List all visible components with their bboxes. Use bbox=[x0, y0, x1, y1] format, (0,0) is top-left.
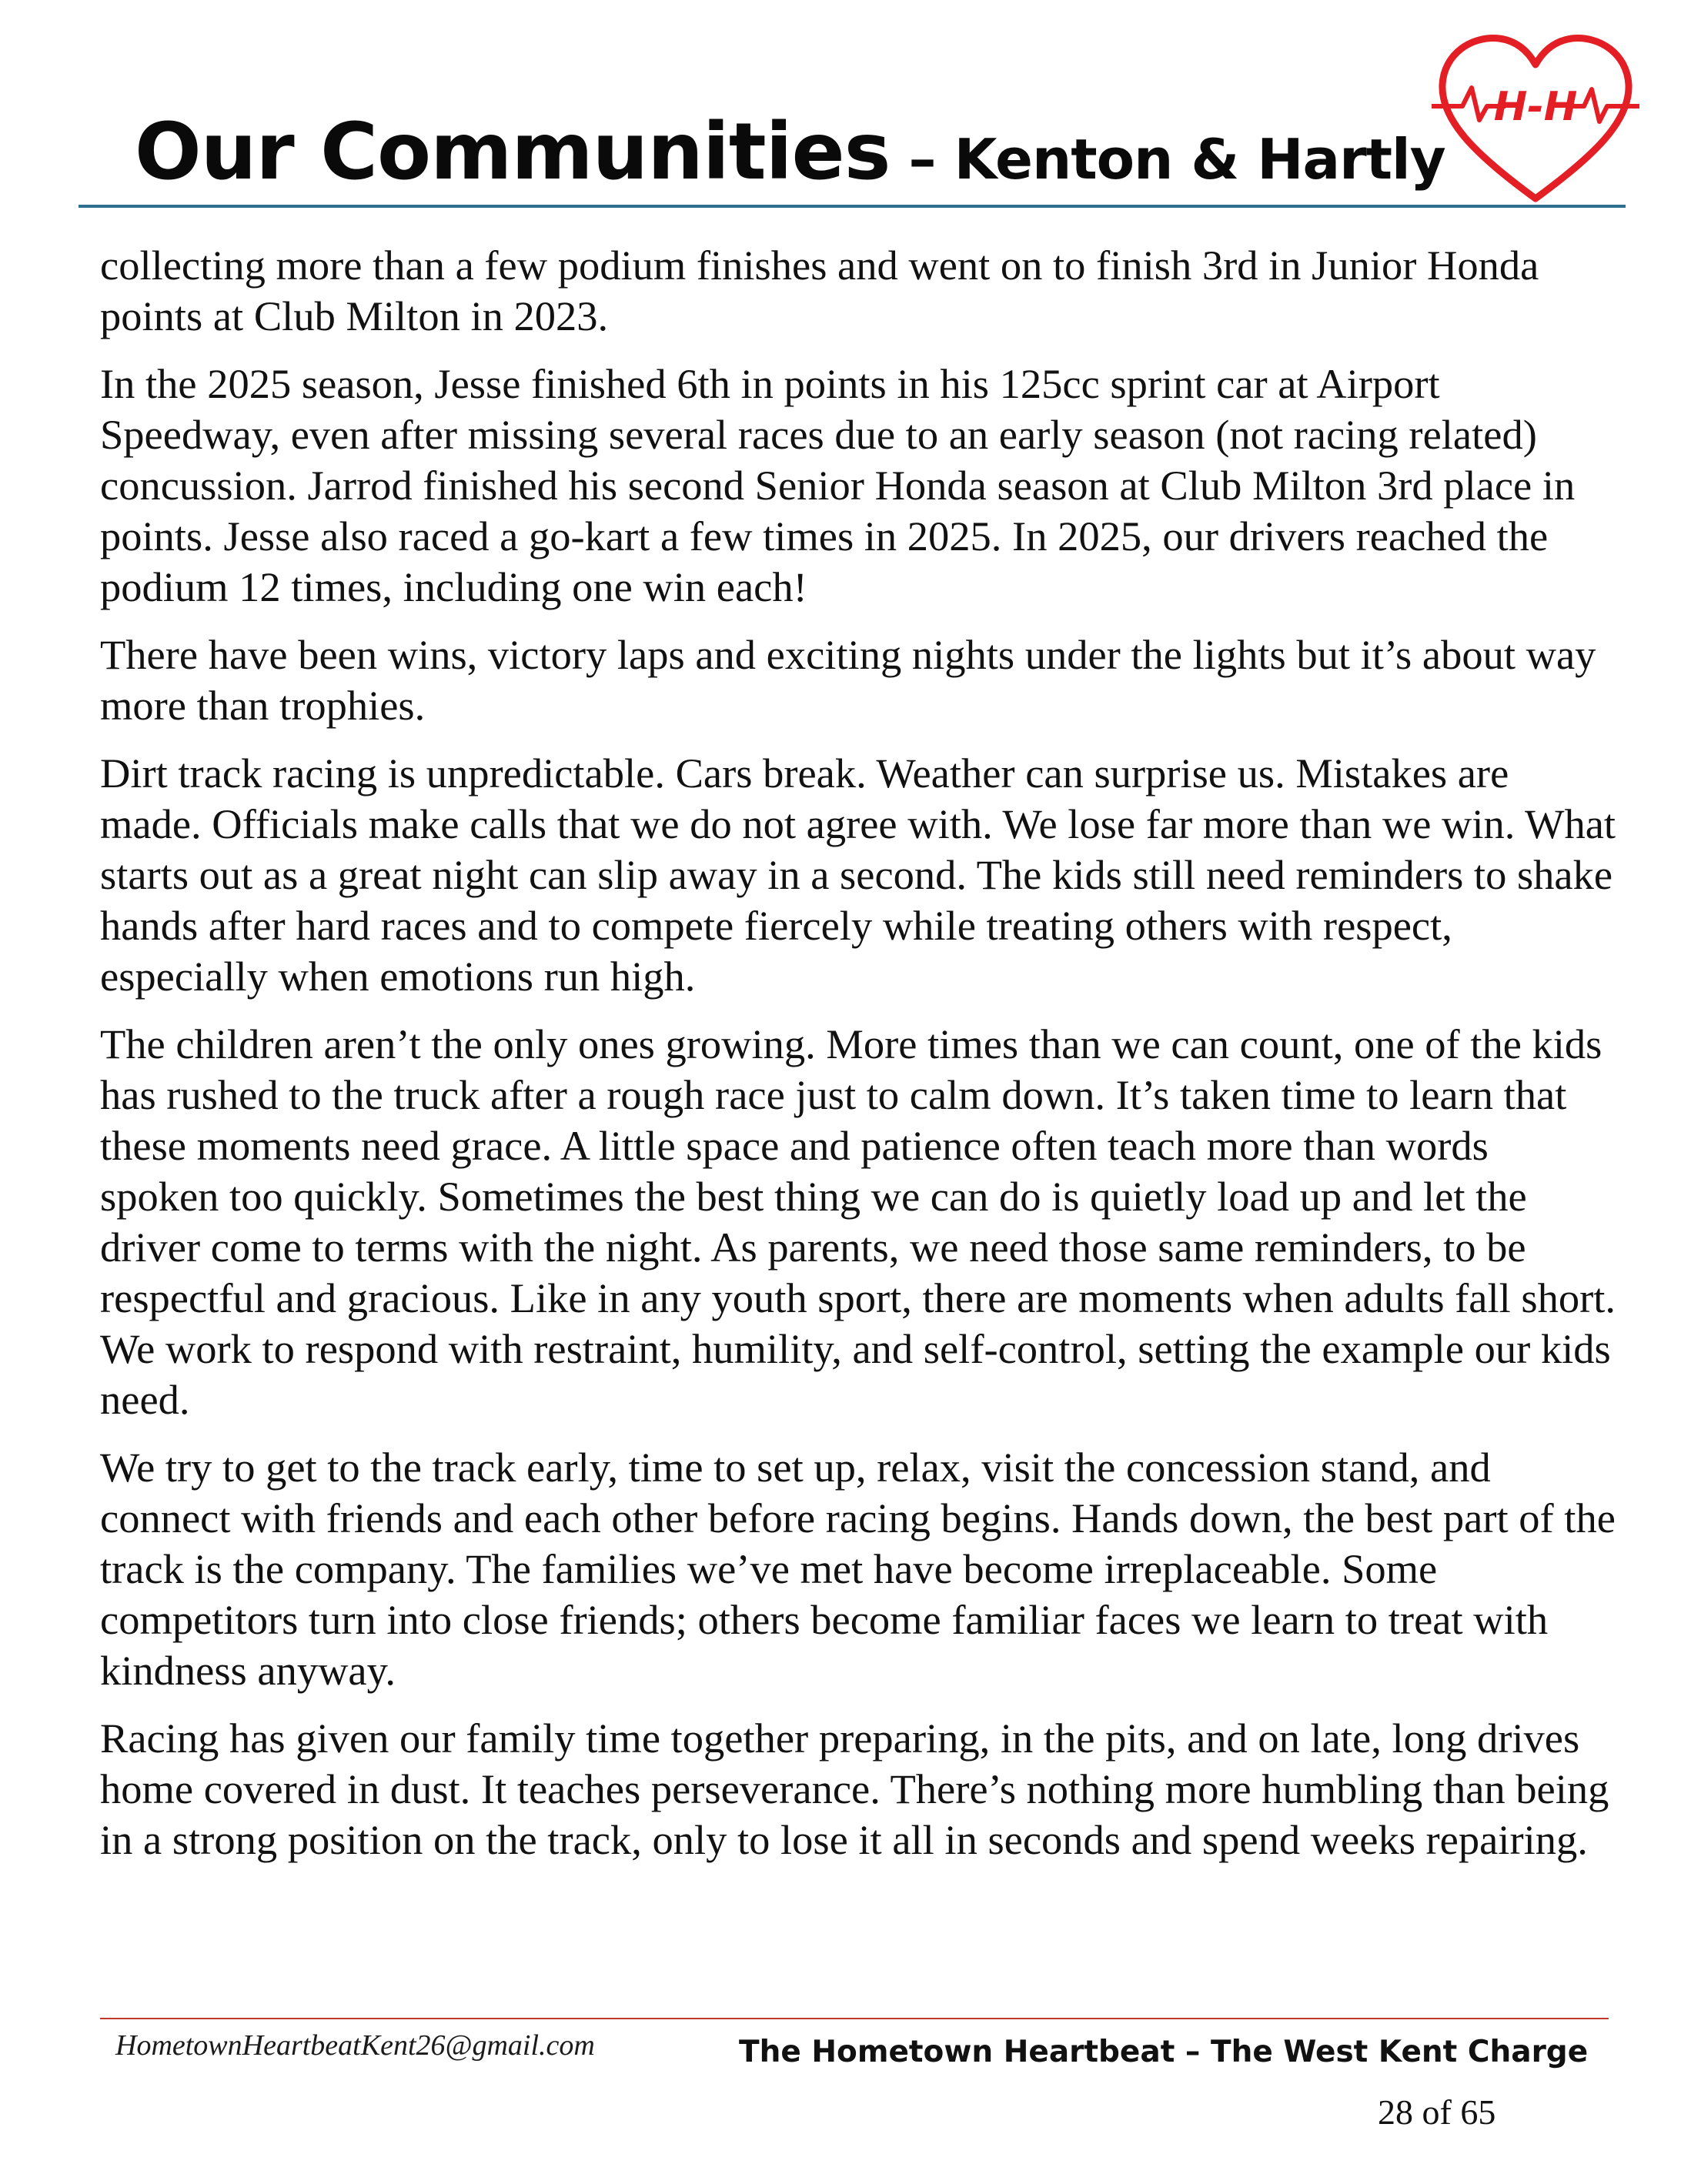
title-dash: – bbox=[890, 127, 954, 192]
footer-publication-name: The Hometown Heartbeat – The West Kent Charge bbox=[739, 2035, 1589, 2069]
page-header bbox=[0, 0, 1701, 215]
title-subtitle: Kenton & Hartly bbox=[954, 127, 1445, 192]
article-body bbox=[100, 240, 1616, 1882]
page-title bbox=[135, 106, 1445, 198]
heart-heartbeat-icon bbox=[1432, 22, 1639, 214]
paragraph: Racing has given our family time together preparing, in the pits, and on late, long drives home covered in dust. It teaches perseverance. There’s nothing more humbling than being in a strong position on the track, only to lose it all in seconds and spend weeks repairing. bbox=[100, 1715, 1609, 1863]
paragraph: Dirt track racing is unpredictable. Cars break. Weather can surprise us. Mistakes are made. Officials make calls that we do not agree with. We lose far more than we win. What starts out as a great night can slip away in a second. The kids still need reminders to shake hands after hard races and to compete fiercely while treating others with respect, especially when emotions run high. bbox=[100, 750, 1616, 1000]
paragraph: We try to get to the track early, time to set up, relax, visit the concession stand, and connect with friends and each other before racing begins. Hands down, the best part of the track is the company. The families we’ve met have become irreplaceable. Some competitors turn into close friends; others become familiar faces we learn to treat with kindness anyway. bbox=[100, 1444, 1616, 1694]
logo-text: H-H bbox=[1493, 84, 1578, 130]
paragraph: In the 2025 season, Jesse finished 6th in points in his 125cc sprint car at Airport Speedway, even after missing several races due to an early season (not racing related) concussion. Jarrod finished his second Senior Honda season at Club Milton 3rd place in points. Jesse also raced a go-kart a few times in 2025. In 2025, our drivers reached the podium 12 times, including one win each! bbox=[100, 360, 1576, 610]
header-divider bbox=[79, 205, 1626, 208]
footer-divider bbox=[100, 2018, 1609, 2019]
paragraph: collecting more than a few podium finishes and went on to finish 3rd in Junior Honda points at Club Milton in 2023. bbox=[100, 242, 1539, 339]
footer-email-link[interactable]: HometownHeartbeatKent26@gmail.com bbox=[115, 2029, 595, 2062]
paragraph: The children aren’t the only ones growing. More times than we can count, one of the kids has rushed to the truck after a rough race just to calm down. It’s taken time to learn that these moments need grace. A little space and patience often teach more than words spoken too quickly. Sometimes the best thing we can do is quietly load up and let the driver come to terms with the night. As parents, we need those same reminders, to be respectful and gracious. Like in any youth sport, there are moments when adults fall short. We work to respond with restraint, humility, and self-control, setting the example our kids need. bbox=[100, 1020, 1616, 1423]
title-main: Our Communities bbox=[135, 106, 891, 198]
paragraph: There have been wins, victory laps and exciting nights under the lights but it’s about way more than trophies. bbox=[100, 631, 1596, 729]
page-number: 28 of 65 bbox=[1378, 2092, 1496, 2132]
